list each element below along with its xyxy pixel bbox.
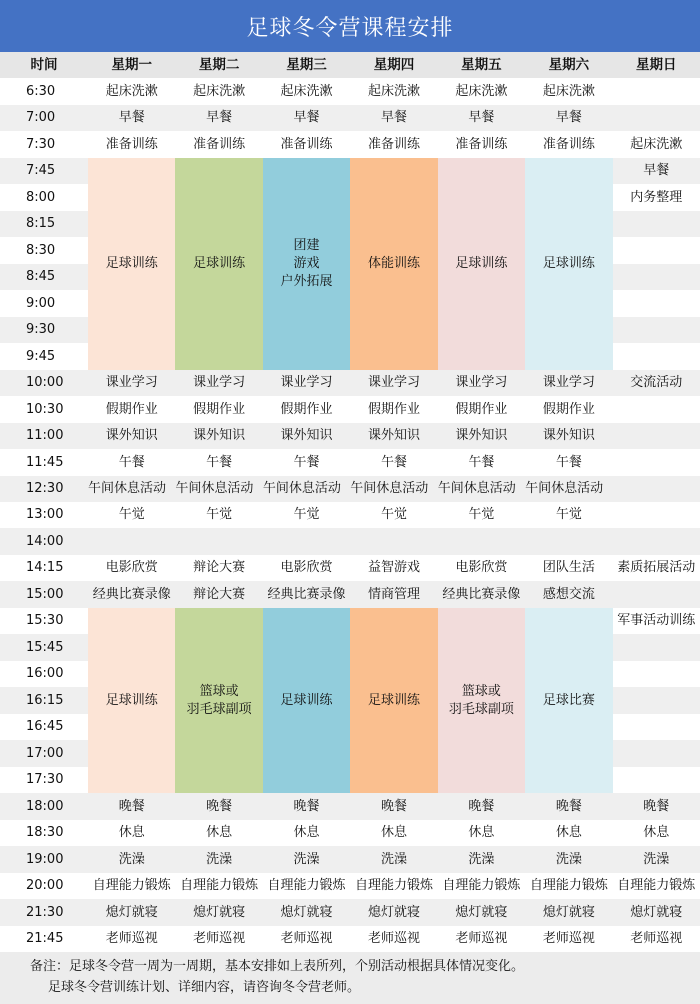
study-sun: 交流活动 [630, 375, 683, 391]
homework-thu: 假期作业 [367, 401, 420, 417]
time-label: 9:45 [26, 348, 56, 364]
nap-wed: 午觉 [293, 507, 320, 523]
time-label: 20:00 [26, 878, 64, 894]
morning-mon: 足球训练 [88, 158, 175, 370]
morning-tue: 足球训练 [175, 158, 262, 370]
time-label: 11:00 [26, 428, 64, 444]
prep-mon: 准备训练 [105, 136, 158, 152]
time-label: 16:15 [26, 692, 64, 708]
pm-training-tue: 篮球或 羽毛球副项 [175, 608, 262, 793]
morning-sat: 足球训练 [525, 158, 612, 370]
nap-fri: 午觉 [468, 507, 495, 523]
wake-mon: 起床洗漱 [105, 83, 158, 99]
afternoon-sat: 团队生活 [542, 560, 595, 576]
selfcare-thu: 自理能力锻炼 [354, 878, 433, 894]
header-sun: 星期日 [613, 52, 700, 78]
selfcare-wed: 自理能力锻炼 [267, 878, 346, 894]
rest-wed: 休息 [293, 825, 320, 841]
lightsout-sat: 熄灯就寝 [542, 904, 595, 920]
study-tue: 课业学习 [193, 375, 246, 391]
video-fri: 经典比赛录像 [442, 586, 521, 602]
noon-sat: 午间休息活动 [525, 480, 604, 496]
dinner-wed: 晚餐 [293, 798, 320, 814]
time-label: 18:00 [26, 798, 64, 814]
lunch-tue: 午餐 [206, 454, 233, 470]
study-wed: 课业学习 [280, 375, 333, 391]
prep-thu: 准备训练 [367, 136, 420, 152]
rest-thu: 休息 [380, 825, 407, 841]
noon-wed: 午间休息活动 [262, 480, 341, 496]
breakfast-sat: 早餐 [555, 110, 582, 126]
time-label: 7:00 [26, 110, 56, 126]
wake-thu: 起床洗漱 [367, 83, 420, 99]
study-sat: 课业学习 [542, 375, 595, 391]
afternoon-thu: 益智游戏 [367, 560, 420, 576]
lightsout-wed: 熄灯就寝 [280, 904, 333, 920]
rest-mon: 休息 [118, 825, 145, 841]
time-label: 18:30 [26, 825, 64, 841]
lunch-sat: 午餐 [555, 454, 582, 470]
dinner-fri: 晚餐 [468, 798, 495, 814]
bath-thu: 洗澡 [380, 851, 407, 867]
patrol-fri: 老师巡视 [455, 930, 508, 946]
patrol-sun: 老师巡视 [630, 930, 683, 946]
wake-wed: 起床洗漱 [280, 83, 333, 99]
breakfast-wed: 早餐 [293, 110, 320, 126]
notes-line-1: 备注：足球冬令营一周为一周期，基本安排如上表所列，个别活动根据具体情况变化。 [30, 959, 525, 974]
bath-tue: 洗澡 [206, 851, 233, 867]
time-label: 12:30 [26, 480, 64, 496]
time-label: 19:00 [26, 851, 64, 867]
afternoon-wed: 电影欣赏 [280, 560, 333, 576]
breakfast-mon: 早餐 [118, 110, 145, 126]
nap-tue: 午觉 [206, 507, 233, 523]
prep-sun: 起床洗漱 [630, 136, 683, 152]
time-label: 16:45 [26, 719, 64, 735]
time-label: 8:15 [26, 216, 56, 232]
study-fri: 课业学习 [455, 375, 508, 391]
lunch-wed: 午餐 [293, 454, 320, 470]
rest-sat: 休息 [555, 825, 582, 841]
time-label: 15:30 [26, 613, 64, 629]
chores-sun: 内务整理 [630, 189, 683, 205]
bath-mon: 洗澡 [118, 851, 145, 867]
selfcare-sat: 自理能力锻炼 [529, 878, 608, 894]
selfcare-tue: 自理能力锻炼 [180, 878, 259, 894]
prep-sat: 准备训练 [542, 136, 595, 152]
notes-line-2: 足球冬令营训练计划、详细内容，请咨询冬令营老师。 [48, 980, 361, 995]
video-tue: 辩论大赛 [193, 586, 246, 602]
time-label: 11:45 [26, 454, 64, 470]
header-fri: 星期五 [438, 52, 525, 78]
header-mon: 星期一 [88, 52, 175, 78]
extra-thu: 课外知识 [367, 428, 420, 444]
video-sat: 感想交流 [542, 586, 595, 602]
afternoon-fri: 电影欣赏 [455, 560, 508, 576]
selfcare-sun: 自理能力锻炼 [617, 878, 696, 894]
pm-training-fri: 篮球或 羽毛球副项 [438, 608, 525, 793]
military-sun: 军事活动训练 [617, 613, 696, 629]
time-label: 7:30 [26, 136, 56, 152]
lightsout-tue: 熄灯就寝 [193, 904, 246, 920]
lightsout-thu: 熄灯就寝 [367, 904, 420, 920]
wake-fri: 起床洗漱 [455, 83, 508, 99]
prep-tue: 准备训练 [193, 136, 246, 152]
selfcare-fri: 自理能力锻炼 [442, 878, 521, 894]
header-tue: 星期二 [175, 52, 262, 78]
lunch-fri: 午餐 [468, 454, 495, 470]
pm-training-wed: 足球训练 [263, 608, 350, 793]
patrol-thu: 老师巡视 [367, 930, 420, 946]
afternoon-mon: 电影欣赏 [105, 560, 158, 576]
time-label: 6:30 [26, 83, 56, 99]
breakfast-thu: 早餐 [380, 110, 407, 126]
homework-tue: 假期作业 [193, 401, 246, 417]
dinner-mon: 晚餐 [118, 798, 145, 814]
noon-thu: 午间休息活动 [350, 480, 429, 496]
prep-wed: 准备训练 [280, 136, 333, 152]
extra-fri: 课外知识 [455, 428, 508, 444]
study-thu: 课业学习 [367, 375, 420, 391]
time-label: 21:30 [26, 904, 64, 920]
morning-fri: 足球训练 [438, 158, 525, 370]
homework-wed: 假期作业 [280, 401, 333, 417]
patrol-tue: 老师巡视 [193, 930, 246, 946]
dinner-sat: 晚餐 [555, 798, 582, 814]
time-label: 17:00 [26, 745, 64, 761]
morning-thu: 体能训练 [350, 158, 437, 370]
noon-fri: 午间休息活动 [437, 480, 516, 496]
time-label: 9:00 [26, 295, 56, 311]
morning-wed: 团建 游戏 户外拓展 [263, 158, 350, 370]
nap-sat: 午觉 [555, 507, 582, 523]
lunch-mon: 午餐 [118, 454, 145, 470]
header-wed: 星期三 [263, 52, 350, 78]
breakfast-fri: 早餐 [468, 110, 495, 126]
dinner-sun: 晚餐 [643, 798, 670, 814]
breakfast-tue: 早餐 [206, 110, 233, 126]
notes-section [0, 952, 700, 1004]
header-sat: 星期六 [525, 52, 612, 78]
afternoon-sun: 素质拓展活动 [617, 560, 696, 576]
pm-training-thu: 足球训练 [350, 608, 437, 793]
time-label: 16:00 [26, 666, 64, 682]
header-thu: 星期四 [350, 52, 437, 78]
row-stripe [0, 528, 700, 554]
time-label: 7:45 [26, 163, 56, 179]
wake-sat: 起床洗漱 [542, 83, 595, 99]
rest-tue: 休息 [206, 825, 233, 841]
afternoon-tue: 辩论大赛 [193, 560, 246, 576]
time-label: 8:45 [26, 269, 56, 285]
selfcare-mon: 自理能力锻炼 [92, 878, 171, 894]
rest-fri: 休息 [468, 825, 495, 841]
nap-thu: 午觉 [380, 507, 407, 523]
patrol-sat: 老师巡视 [542, 930, 595, 946]
lightsout-fri: 熄灯就寝 [455, 904, 508, 920]
rest-sun: 休息 [643, 825, 670, 841]
bath-sun: 洗澡 [643, 851, 670, 867]
header-time: 时间 [0, 52, 88, 78]
video-wed: 经典比赛录像 [267, 586, 346, 602]
extra-wed: 课外知识 [280, 428, 333, 444]
homework-sat: 假期作业 [542, 401, 595, 417]
extra-tue: 课外知识 [193, 428, 246, 444]
patrol-wed: 老师巡视 [280, 930, 333, 946]
bath-sat: 洗澡 [555, 851, 582, 867]
time-label: 17:30 [26, 772, 64, 788]
patrol-mon: 老师巡视 [105, 930, 158, 946]
video-thu: 情商管理 [367, 586, 420, 602]
page-title: 足球冬令营课程安排 [0, 0, 700, 52]
time-label: 8:30 [26, 242, 56, 258]
noon-tue: 午间休息活动 [175, 480, 254, 496]
time-label: 13:00 [26, 507, 64, 523]
noon-mon: 午间休息活动 [88, 480, 167, 496]
bath-fri: 洗澡 [468, 851, 495, 867]
wake-tue: 起床洗漱 [193, 83, 246, 99]
homework-mon: 假期作业 [105, 401, 158, 417]
lunch-thu: 午餐 [380, 454, 407, 470]
lightsout-sun: 熄灯就寝 [630, 904, 683, 920]
homework-fri: 假期作业 [455, 401, 508, 417]
time-label: 14:15 [26, 560, 64, 576]
time-label: 10:00 [26, 375, 64, 391]
bath-wed: 洗澡 [293, 851, 320, 867]
dinner-thu: 晚餐 [380, 798, 407, 814]
time-label: 14:00 [26, 533, 64, 549]
prep-fri: 准备训练 [455, 136, 508, 152]
extra-sat: 课外知识 [542, 428, 595, 444]
lightsout-mon: 熄灯就寝 [105, 904, 158, 920]
breakfast-sun: 早餐 [643, 163, 670, 179]
time-label: 8:00 [26, 189, 56, 205]
nap-mon: 午觉 [118, 507, 145, 523]
pm-training-sat: 足球比赛 [525, 608, 612, 793]
dinner-tue: 晚餐 [206, 798, 233, 814]
study-mon: 课业学习 [105, 375, 158, 391]
extra-mon: 课外知识 [105, 428, 158, 444]
time-label: 15:45 [26, 639, 64, 655]
time-label: 21:45 [26, 930, 64, 946]
video-mon: 经典比赛录像 [92, 586, 171, 602]
time-label: 10:30 [26, 401, 64, 417]
schedule-table [0, 52, 700, 952]
time-label: 15:00 [26, 586, 64, 602]
pm-training-mon: 足球训练 [88, 608, 175, 793]
time-label: 9:30 [26, 322, 56, 338]
